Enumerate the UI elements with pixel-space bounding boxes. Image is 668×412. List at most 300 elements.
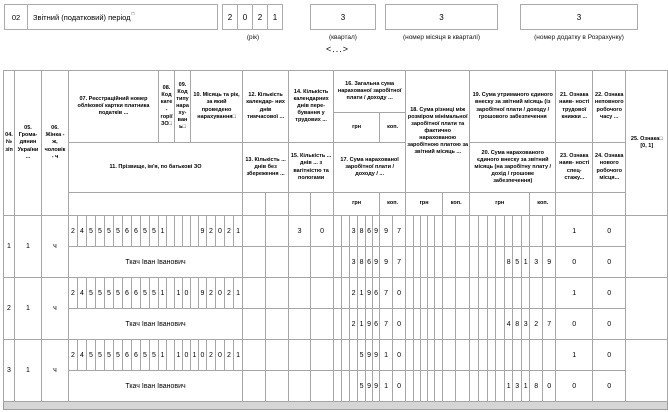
year-digit-box[interactable]: 2: [252, 4, 268, 30]
days-13-digit: [243, 371, 266, 402]
sum20-kop-digit: 9: [543, 247, 556, 278]
category-code-digit: 1: [159, 216, 167, 247]
sum17-hrn-digit: [342, 247, 350, 278]
table-body: [4, 216, 668, 402]
col-header-18: 18. Сума різниці між розміром мінімальної заробітної плати та фактично нарахованою заробітною платою за звітний місяць ...: [406, 71, 470, 193]
accrual-type-digit: 1: [175, 278, 183, 309]
caption-quarter: (квартал): [329, 34, 357, 41]
days-14-digit: 3: [289, 216, 311, 247]
reg-number-digit: 5: [141, 278, 150, 309]
sum18-kop-digit: [456, 278, 470, 309]
sum17-hrn-digit: 6: [373, 309, 380, 340]
sum19-hrn-digit: [522, 278, 530, 309]
sum19-hrn-digit: [470, 278, 479, 309]
reg-number-digit: 5: [96, 216, 105, 247]
reg-number-digit: 5: [150, 340, 159, 371]
year-digit: 1: [234, 216, 243, 247]
sum17-hrn-digit: [334, 371, 342, 402]
category-code-digit: 1: [159, 340, 167, 371]
sum18-hrn-digit: [435, 216, 443, 247]
reg-number-digit: 5: [105, 216, 114, 247]
reg-number-digit: 5: [114, 278, 123, 309]
days-14-digit: [289, 340, 311, 371]
sum17-kop-digit: 7: [393, 247, 406, 278]
sum16-hrn-digit: 9: [373, 216, 380, 247]
subheader-kop-16: коп.: [380, 113, 406, 143]
sum18-hrn-digit: [406, 278, 414, 309]
days-14-digit: [311, 340, 334, 371]
sum19-hrn-digit: [513, 278, 522, 309]
subheader-kop-18: коп.: [443, 193, 470, 216]
year-digit-box[interactable]: 1: [267, 4, 283, 30]
employee-row-lower: [4, 309, 668, 340]
truncated-total-row: [4, 402, 668, 410]
reg-number-digit: 6: [123, 216, 132, 247]
reg-number-digit: 5: [141, 340, 150, 371]
col-header-10: 10. Місяць та рік, за який проведено нарахування□: [191, 71, 243, 143]
sum16-hrn-digit: 6: [373, 278, 380, 309]
sum16-hrn-digit: [342, 216, 350, 247]
year-digit: 2: [207, 340, 216, 371]
sum17-hrn-digit: [334, 309, 342, 340]
row-number-cell: 3: [4, 340, 15, 402]
sum16-hrn-digit: 9: [373, 340, 380, 371]
sum20-hrn-digit: [488, 247, 496, 278]
subheader-hrn-20: грн: [470, 193, 530, 216]
row-number-cell: 2: [4, 278, 15, 340]
year-digit-box[interactable]: 2: [222, 4, 238, 30]
days-13-digit: [243, 247, 266, 278]
sum19-hrn-digit: [496, 278, 505, 309]
sum20-hrn-digit: [496, 371, 505, 402]
category-code-digit: 1: [159, 278, 167, 309]
flag-23-cell: 0: [556, 247, 593, 278]
sum19-hrn-digit: [479, 340, 488, 371]
subheader-kop-20: коп.: [530, 193, 556, 216]
sum20-hrn-digit: 1: [522, 371, 530, 402]
field-label-text: Звітний (податковий) період: [33, 12, 131, 22]
sum18-hrn-digit: [414, 247, 421, 278]
sum18-hrn-digit: [406, 216, 414, 247]
days-14-digit: 0: [311, 216, 334, 247]
accrual-type-digit: [175, 216, 183, 247]
year-digit: 2: [207, 216, 216, 247]
sum18-kop-digit: [456, 371, 470, 402]
sum19-hrn-digit: [505, 278, 513, 309]
month-digit: [191, 216, 199, 247]
footnote-mark: □: [131, 10, 135, 16]
year-digit: 0: [216, 216, 225, 247]
sum16-hrn-digit: 3: [350, 216, 358, 247]
month-digit: [191, 278, 199, 309]
days-13-digit: [266, 247, 289, 278]
sum16-hrn-digit: [342, 340, 350, 371]
reg-number-digit: 5: [96, 340, 105, 371]
month-digit: 9: [199, 216, 207, 247]
reg-number-digit: 5: [105, 340, 114, 371]
sum20-hrn-digit: 1: [505, 371, 513, 402]
sum20-hrn-digit: 5: [513, 247, 522, 278]
days-13-digit: [266, 371, 289, 402]
employee-table: [3, 70, 668, 410]
col-header-07: 07. Реєстраційний номер облікової картки платника податків ...: [69, 71, 159, 143]
gender-cell: ч: [42, 216, 69, 278]
sum16-kop-digit: 9: [380, 216, 393, 247]
sum18-hrn-digit: [406, 309, 414, 340]
flag-22-cell: 0: [593, 278, 626, 309]
reg-number-digit: 5: [141, 216, 150, 247]
sum17-hrn-digit: [342, 309, 350, 340]
sum18-hrn-digit: [428, 278, 435, 309]
accrual-type-digit: 1: [175, 340, 183, 371]
month-digit: 0: [199, 340, 207, 371]
sum20-hrn-digit: 3: [513, 371, 522, 402]
sum17-hrn-digit: 9: [373, 247, 380, 278]
category-code-digit: [167, 340, 175, 371]
employee-row-lower: [4, 247, 668, 278]
sum17-hrn-digit: 3: [350, 247, 358, 278]
sum18-hrn-digit: [414, 371, 421, 402]
sum16-hrn-digit: 9: [366, 278, 373, 309]
sum20-hrn-digit: 3: [522, 309, 530, 340]
sum18-hrn-digit: [428, 247, 435, 278]
month-digit: 1: [191, 340, 199, 371]
sum16-hrn-digit: 5: [358, 340, 366, 371]
sum16-hrn-digit: [334, 216, 342, 247]
days-12-digit: [243, 278, 266, 309]
subheader-empty-21: [556, 193, 593, 216]
flag-24-cell: 0: [593, 247, 626, 278]
subheader-kop-17: коп.: [380, 193, 406, 216]
col-header-06: 06. Жінка - ж, чоловік - ч: [42, 71, 69, 216]
row-number-cell: 1: [4, 216, 15, 278]
sum19-hrn-digit: [496, 340, 505, 371]
sum18-hrn-digit: [414, 340, 421, 371]
flag-25-cell: [626, 340, 668, 402]
year-digit-box[interactable]: 0: [237, 4, 253, 30]
col-header-24: 24. Ознака нового робочого місця...: [593, 143, 626, 193]
reg-number-digit: 6: [132, 278, 141, 309]
sum17-kop-digit: 0: [393, 371, 406, 402]
reg-number-digit: 5: [150, 278, 159, 309]
col-header-17: 17. Сума нарахованої заробітної плати / доходу / ...: [334, 143, 406, 193]
sum19-hrn-digit: [479, 216, 488, 247]
sum16-kop-digit: 0: [393, 278, 406, 309]
days-12-digit: [243, 216, 266, 247]
flag-21-cell: 1: [556, 278, 593, 309]
col-header-20: 20. Сума нарахованого єдиного внеску за звітний місяць (на заробітну плату / дохід / грошове забезпечення): [470, 143, 556, 193]
sum20-hrn-digit: [496, 247, 505, 278]
sum17-hrn-digit: 2: [350, 309, 358, 340]
sum16-hrn-digit: 9: [366, 340, 373, 371]
accrual-type-digit: 0: [183, 340, 191, 371]
sum20-hrn-digit: [470, 309, 479, 340]
sum18-hrn-digit: [428, 340, 435, 371]
sum18-hrn-digit: [406, 371, 414, 402]
sum20-hrn-digit: 8: [513, 309, 522, 340]
sum19-hrn-digit: [522, 216, 530, 247]
col-header-16: 16. Загальна сума нарахованої заробітної плати / доходу ...: [334, 71, 406, 113]
sum17-kop-digit: 0: [393, 309, 406, 340]
days-15-digit: [289, 309, 311, 340]
sum19-hrn-digit: [470, 340, 479, 371]
sum19-hrn-digit: [488, 340, 496, 371]
sum17-hrn-digit: 9: [366, 309, 373, 340]
sum16-kop-digit: 7: [380, 278, 393, 309]
sum19-hrn-digit: [522, 340, 530, 371]
employee-row-lower: [4, 371, 668, 402]
sum17-hrn-digit: 5: [358, 371, 366, 402]
col-header-19: 19. Сума утриманого єдиного внеску за звітний місяць (із заробітної плати / доходу / грошового забезпечення: [470, 71, 556, 143]
sum20-hrn-digit: [470, 371, 479, 402]
sum18-hrn-digit: [421, 309, 428, 340]
sum20-kop-digit: 3: [530, 247, 543, 278]
year-digit: 1: [234, 278, 243, 309]
sum19-hrn-digit: [505, 216, 513, 247]
reg-number-digit: 4: [78, 278, 87, 309]
subheader-empty-15b: [311, 193, 334, 216]
col-header-11: 11. Прізвище, ім'я, по батькові ЗО: [69, 143, 243, 193]
sum18-hrn-digit: [421, 340, 428, 371]
field-number-cell: 02: [4, 4, 28, 30]
days-13-digit: [243, 309, 266, 340]
sum19-kop-digit: [530, 340, 543, 371]
sum18-hrn-digit: [414, 216, 421, 247]
category-code-digit: [167, 278, 175, 309]
col-header-23: 23. Ознака наяв- ності спец- стажу...: [556, 143, 593, 193]
accrual-type-digit: 0: [183, 278, 191, 309]
year-digit: 0: [216, 340, 225, 371]
sum18-hrn-digit: [406, 340, 414, 371]
reg-number-digit: 4: [78, 216, 87, 247]
employee-row-upper: [4, 216, 668, 247]
sum20-kop-digit: 2: [530, 309, 543, 340]
col-header-25: 25. Ознака□ [0, 1]: [626, 71, 668, 216]
sum19-hrn-digit: [470, 216, 479, 247]
year-digit: 2: [207, 278, 216, 309]
days-14-digit: [289, 278, 311, 309]
accrual-type-digit: [183, 216, 191, 247]
flag-21-cell: 1: [556, 340, 593, 371]
employee-name-cell: Ткач Іван Іванович: [69, 371, 243, 402]
sum18-kop-digit: [443, 278, 456, 309]
sum19-kop-digit: [530, 278, 543, 309]
sum17-hrn-digit: 6: [366, 247, 373, 278]
truncated-total-cell: [4, 402, 668, 410]
sum18-kop-digit: [443, 371, 456, 402]
caption-year: (рік): [246, 34, 260, 41]
sum16-kop-digit: 1: [380, 340, 393, 371]
sum16-hrn-digit: [350, 340, 358, 371]
flag-25-cell: [626, 216, 668, 278]
flag-25-cell: [626, 278, 668, 340]
field-label-cell: [27, 4, 218, 30]
sum19-hrn-digit: [513, 340, 522, 371]
year-digit: 2: [225, 216, 234, 247]
sum19-hrn-digit: [513, 216, 522, 247]
subheader-empty-15a: [289, 193, 311, 216]
sum18-hrn-digit: [428, 309, 435, 340]
col-header-12: 12. Кількість календар- них днів тимчасової ...: [243, 71, 289, 143]
year-digit: 1: [234, 340, 243, 371]
sum18-kop-digit: [456, 247, 470, 278]
year-digit: 2: [225, 278, 234, 309]
sum20-hrn-digit: [479, 371, 488, 402]
sum18-hrn-digit: [406, 247, 414, 278]
reg-number-digit: 6: [132, 340, 141, 371]
days-12-digit: [266, 216, 289, 247]
col-header-09: 09. Код типу нараху- вань□: [175, 71, 191, 143]
days-15-digit: [289, 371, 311, 402]
truncation-marker: <...>: [326, 44, 350, 54]
employee-row-upper: [4, 340, 668, 371]
sum18-hrn-digit: [421, 247, 428, 278]
sum18-hrn-digit: [435, 247, 443, 278]
sum18-hrn-digit: [421, 371, 428, 402]
sum18-kop-digit: [443, 309, 456, 340]
sum20-hrn-digit: 8: [505, 247, 513, 278]
sum16-hrn-digit: [334, 340, 342, 371]
sum17-hrn-digit: 1: [358, 309, 366, 340]
year-digit: 0: [216, 278, 225, 309]
caption-month: (номер місяця в кварталі): [402, 34, 481, 41]
sum20-hrn-digit: [479, 309, 488, 340]
gender-cell: ч: [42, 278, 69, 340]
sum18-kop-digit: [443, 247, 456, 278]
sum20-hrn-digit: [496, 309, 505, 340]
col-header-21: 21. Ознака наяв- ності трудової книжки ...: [556, 71, 593, 143]
sum19-hrn-digit: [488, 216, 496, 247]
flag-24-cell: 0: [593, 309, 626, 340]
annex-number-box[interactable]: 3: [520, 4, 638, 30]
quarter-box[interactable]: 3: [310, 4, 376, 30]
reg-number-digit: 2: [69, 340, 78, 371]
caption-annex: (номер додатку в Розрахунку): [534, 34, 624, 41]
sum20-hrn-digit: [488, 309, 496, 340]
sum18-hrn-digit: [428, 216, 435, 247]
flag-22-cell: 0: [593, 216, 626, 247]
sum16-hrn-digit: [334, 278, 342, 309]
col-header-15: 15. Кількість ... днів ... з вагітністю та пологами: [289, 143, 334, 193]
sum18-hrn-digit: [435, 340, 443, 371]
sum18-hrn-digit: [435, 309, 443, 340]
sum19-hrn-digit: [488, 278, 496, 309]
col-header-22: 22. Ознака неповного робочого часу ...: [593, 71, 626, 143]
sum16-hrn-digit: 2: [350, 278, 358, 309]
sum20-hrn-digit: [488, 371, 496, 402]
sum17-hrn-digit: 9: [366, 371, 373, 402]
reg-number-digit: 5: [96, 278, 105, 309]
month-number-box[interactable]: 3: [385, 4, 498, 30]
sum20-kop-digit: 8: [530, 371, 543, 402]
citizen-flag-cell: 1: [15, 216, 42, 278]
days-15-digit: [289, 247, 311, 278]
sum17-hrn-digit: [350, 371, 358, 402]
sum16-hrn-digit: 1: [358, 278, 366, 309]
days-12-digit: [266, 340, 289, 371]
sum20-hrn-digit: 1: [522, 247, 530, 278]
flag-24-cell: 0: [593, 371, 626, 402]
citizen-flag-cell: 1: [15, 278, 42, 340]
days-12-digit: [266, 278, 289, 309]
sum18-kop-digit: [443, 216, 456, 247]
days-15-digit: [311, 309, 334, 340]
days-12-digit: [243, 340, 266, 371]
table-footer: [4, 402, 668, 410]
citizen-flag-cell: 1: [15, 340, 42, 402]
sum19-kop-digit: [530, 216, 543, 247]
sum18-hrn-digit: [421, 278, 428, 309]
sum17-hrn-digit: 8: [358, 247, 366, 278]
sum17-hrn-digit: [334, 247, 342, 278]
reg-number-digit: 5: [105, 278, 114, 309]
reg-number-digit: 2: [69, 278, 78, 309]
sum18-hrn-digit: [435, 371, 443, 402]
reg-number-digit: 5: [87, 340, 96, 371]
sum19-kop-digit: [543, 216, 556, 247]
employee-name-cell: Ткач Іван Іванович: [69, 247, 243, 278]
reg-number-digit: 5: [150, 216, 159, 247]
sum16-hrn-digit: [342, 278, 350, 309]
flag-23-cell: 0: [556, 371, 593, 402]
sum18-kop-digit: [443, 340, 456, 371]
subheader-hrn-17: грн: [334, 193, 380, 216]
sum18-hrn-digit: [435, 278, 443, 309]
sum18-kop-digit: [456, 216, 470, 247]
col-header-13: 13. Кількість ... днів без збереження ...: [243, 143, 289, 193]
days-15-digit: [311, 371, 334, 402]
table-header: [4, 71, 668, 216]
days-15-digit: [311, 247, 334, 278]
reg-number-digit: 5: [114, 340, 123, 371]
sum20-hrn-digit: [479, 247, 488, 278]
category-code-digit: [167, 216, 175, 247]
flag-22-cell: 0: [593, 340, 626, 371]
subheader-hrn-16: грн: [334, 113, 380, 143]
sum17-kop-digit: 1: [380, 371, 393, 402]
reg-number-digit: 5: [87, 278, 96, 309]
employee-name-cell: Ткач Іван Іванович: [69, 309, 243, 340]
sum18-hrn-digit: [421, 216, 428, 247]
month-digit: 9: [199, 278, 207, 309]
reg-number-digit: 6: [123, 340, 132, 371]
sum17-kop-digit: 7: [380, 309, 393, 340]
subheader-hrn-18: грн: [406, 193, 443, 216]
sum16-kop-digit: 0: [393, 340, 406, 371]
subheader-empty-22: [593, 193, 626, 216]
sum16-hrn-digit: 6: [366, 216, 373, 247]
sum17-hrn-digit: [342, 371, 350, 402]
sum18-hrn-digit: [414, 309, 421, 340]
col-header-08: 08. Код кате- горії ЗО□: [159, 71, 175, 143]
reg-number-digit: 5: [114, 216, 123, 247]
sum19-kop-digit: [543, 340, 556, 371]
employee-row-upper: [4, 278, 668, 309]
days-13-digit: [266, 309, 289, 340]
subheader-empty-13a: [243, 193, 266, 216]
sum20-kop-digit: 0: [543, 371, 556, 402]
flag-21-cell: 1: [556, 216, 593, 247]
subheader-empty-13b: [266, 193, 289, 216]
sum16-hrn-digit: 8: [358, 216, 366, 247]
flag-23-cell: 0: [556, 309, 593, 340]
col-header-05: 05. Грома- дянин України ...: [15, 71, 42, 216]
col-header-04: 04. № з/п: [4, 71, 15, 216]
days-14-digit: [311, 278, 334, 309]
reg-number-digit: 6: [132, 216, 141, 247]
subheader-empty-11: [69, 193, 243, 216]
sum19-kop-digit: [543, 278, 556, 309]
